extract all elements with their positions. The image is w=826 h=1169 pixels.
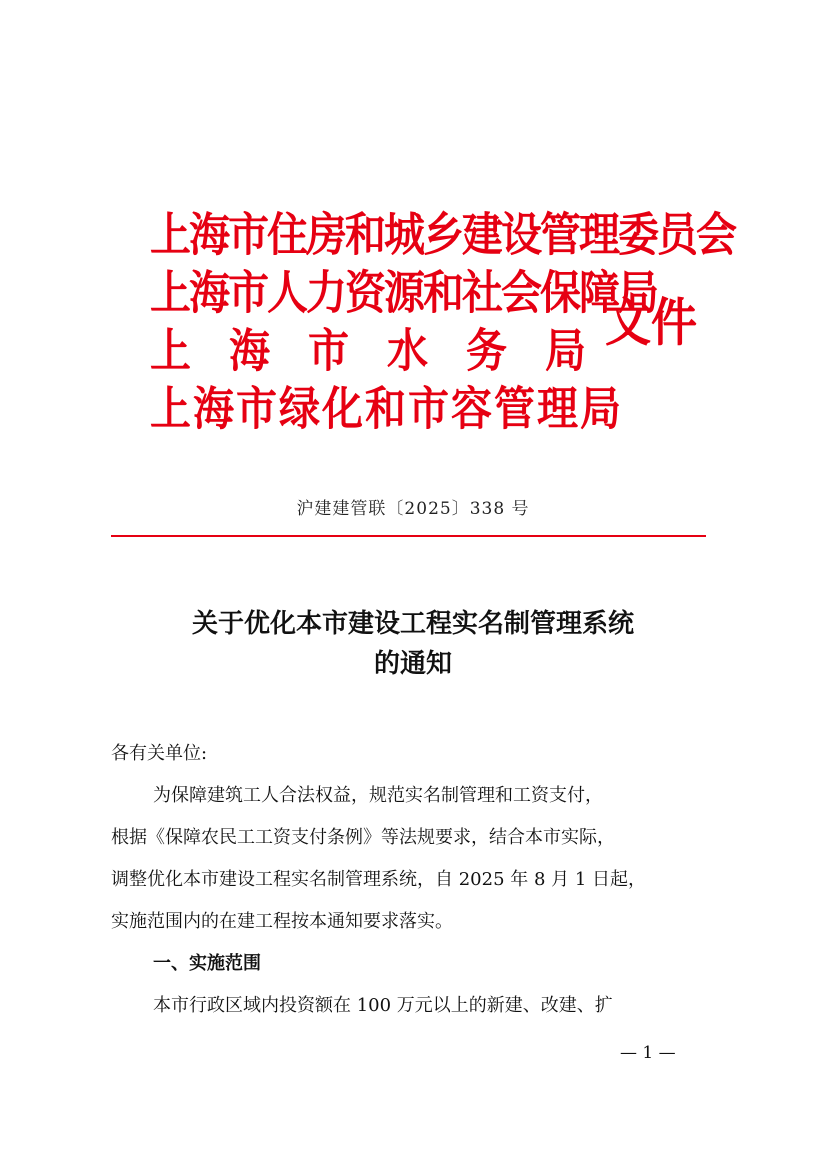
paragraph-line: 根据《保障农民工工资支付条例》等法规要求，结合本市实际， bbox=[111, 827, 615, 848]
document-title bbox=[0, 604, 826, 684]
paragraph-line: 实施范围内的在建工程按本通知要求落实。 bbox=[111, 911, 453, 932]
issuer-housing-commission: 上海市住房和城乡建设管理委员会 bbox=[150, 208, 735, 262]
page-number: — 1 — bbox=[620, 1043, 676, 1063]
paragraph-line: 本市行政区域内投资额在 100 万元以上的新建、改建、扩 bbox=[153, 995, 613, 1016]
document-body bbox=[111, 733, 711, 1027]
paragraph-intro-continued bbox=[111, 817, 711, 943]
document-number: 沪建建管联〔2025〕338 号 bbox=[296, 499, 530, 519]
salutation: 各有关单位: bbox=[111, 743, 208, 764]
title-line-2: 的通知 bbox=[373, 649, 452, 679]
paragraph-intro bbox=[111, 775, 711, 817]
issuer-human-resources-bureau: 上海市人力资源和社会保障局 bbox=[150, 266, 657, 320]
issuer-greening-bureau: 上海市绿化和市容管理局 bbox=[150, 382, 623, 436]
paragraph-line: 为保障建筑工人合法权益，规范实名制管理和工资支付， bbox=[153, 785, 603, 806]
paragraph-scope bbox=[111, 985, 711, 1027]
section-heading: 一、实施范围 bbox=[153, 953, 261, 974]
document-type-label: 文件 bbox=[605, 292, 697, 353]
paragraph-line: 调整优化本市建设工程实名制管理系统，自 2025 年 8 月 1 日起， bbox=[111, 869, 647, 890]
issuer-water-affairs-bureau: 上海市水务局 bbox=[150, 324, 624, 378]
red-divider-line bbox=[111, 535, 706, 537]
title-line-1: 关于优化本市建设工程实名制管理系统 bbox=[191, 609, 634, 639]
